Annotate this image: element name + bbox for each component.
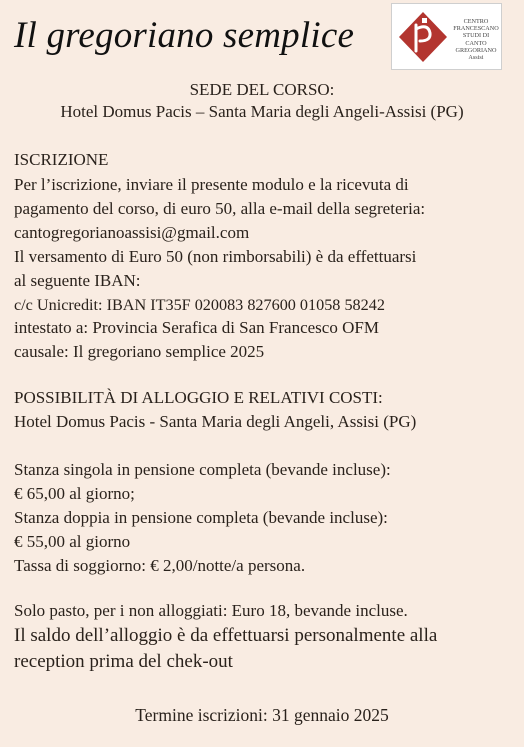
costo-line: Stanza singola in pensione completa (bevande incluse):: [14, 460, 391, 479]
costo-line: Tassa di soggiorno: € 2,00/notte/a persona.: [14, 556, 306, 575]
iscrizione-line: intestato a: Provincia Serafica di San Francesco OFM: [14, 318, 379, 337]
iban-text: c/c Unicredit: IBAN IT35F 020083 827600 01058 58242: [14, 296, 385, 314]
iscrizione-heading: ISCRIZIONE: [14, 150, 109, 169]
logo: [391, 3, 502, 70]
iscrizione-line: pagamento del corso, di euro 50, alla e-mail della segreteria:: [14, 199, 426, 218]
iscrizione-line: Per l’iscrizione, inviare il presente modulo e la ricevuta di: [14, 175, 409, 194]
costo-line: Stanza doppia in pensione completa (bevande incluse):: [14, 508, 388, 527]
saldo-line: Il saldo dell’alloggio è da effettuarsi personalmente alla: [14, 625, 438, 646]
sede-value: Hotel Domus Pacis – Santa Maria degli Angeli-Assisi (PG): [60, 102, 464, 121]
alloggio-heading: POSSIBILITÀ DI ALLOGGIO E RELATIVI COSTI:: [14, 388, 383, 407]
email-text: cantogregorianoassisi@gmail.com: [14, 223, 250, 242]
logo-text: CENTRO FRANCESCANO STUDI DI CANTO GREGORIANO Assisi: [453, 18, 499, 62]
alloggio-hotel: Hotel Domus Pacis - Santa Maria degli Angeli, Assisi (PG): [14, 412, 417, 431]
iscrizione-line: Il versamento di Euro 50 (non rimborsabili) è da effettuarsi: [14, 247, 417, 266]
saldo-line: reception prima del chek-out: [14, 651, 233, 672]
iscrizione-line: causale: Il gregoriano semplice 2025: [14, 342, 265, 361]
page-title: Il gregoriano semplice: [14, 15, 355, 56]
logo-emblem-icon: [398, 11, 448, 63]
iscrizione-line: al seguente IBAN:: [14, 271, 141, 290]
costo-line: € 55,00 al giorno: [14, 532, 131, 551]
sede-heading: SEDE DEL CORSO:: [189, 80, 335, 99]
pasto-text: Solo pasto, per i non alloggiati: Euro 18, bevande incluse.: [14, 601, 408, 620]
termine-text: Termine iscrizioni: 31 gennaio 2025: [135, 705, 389, 725]
costo-line: € 65,00 al giorno;: [14, 484, 135, 503]
